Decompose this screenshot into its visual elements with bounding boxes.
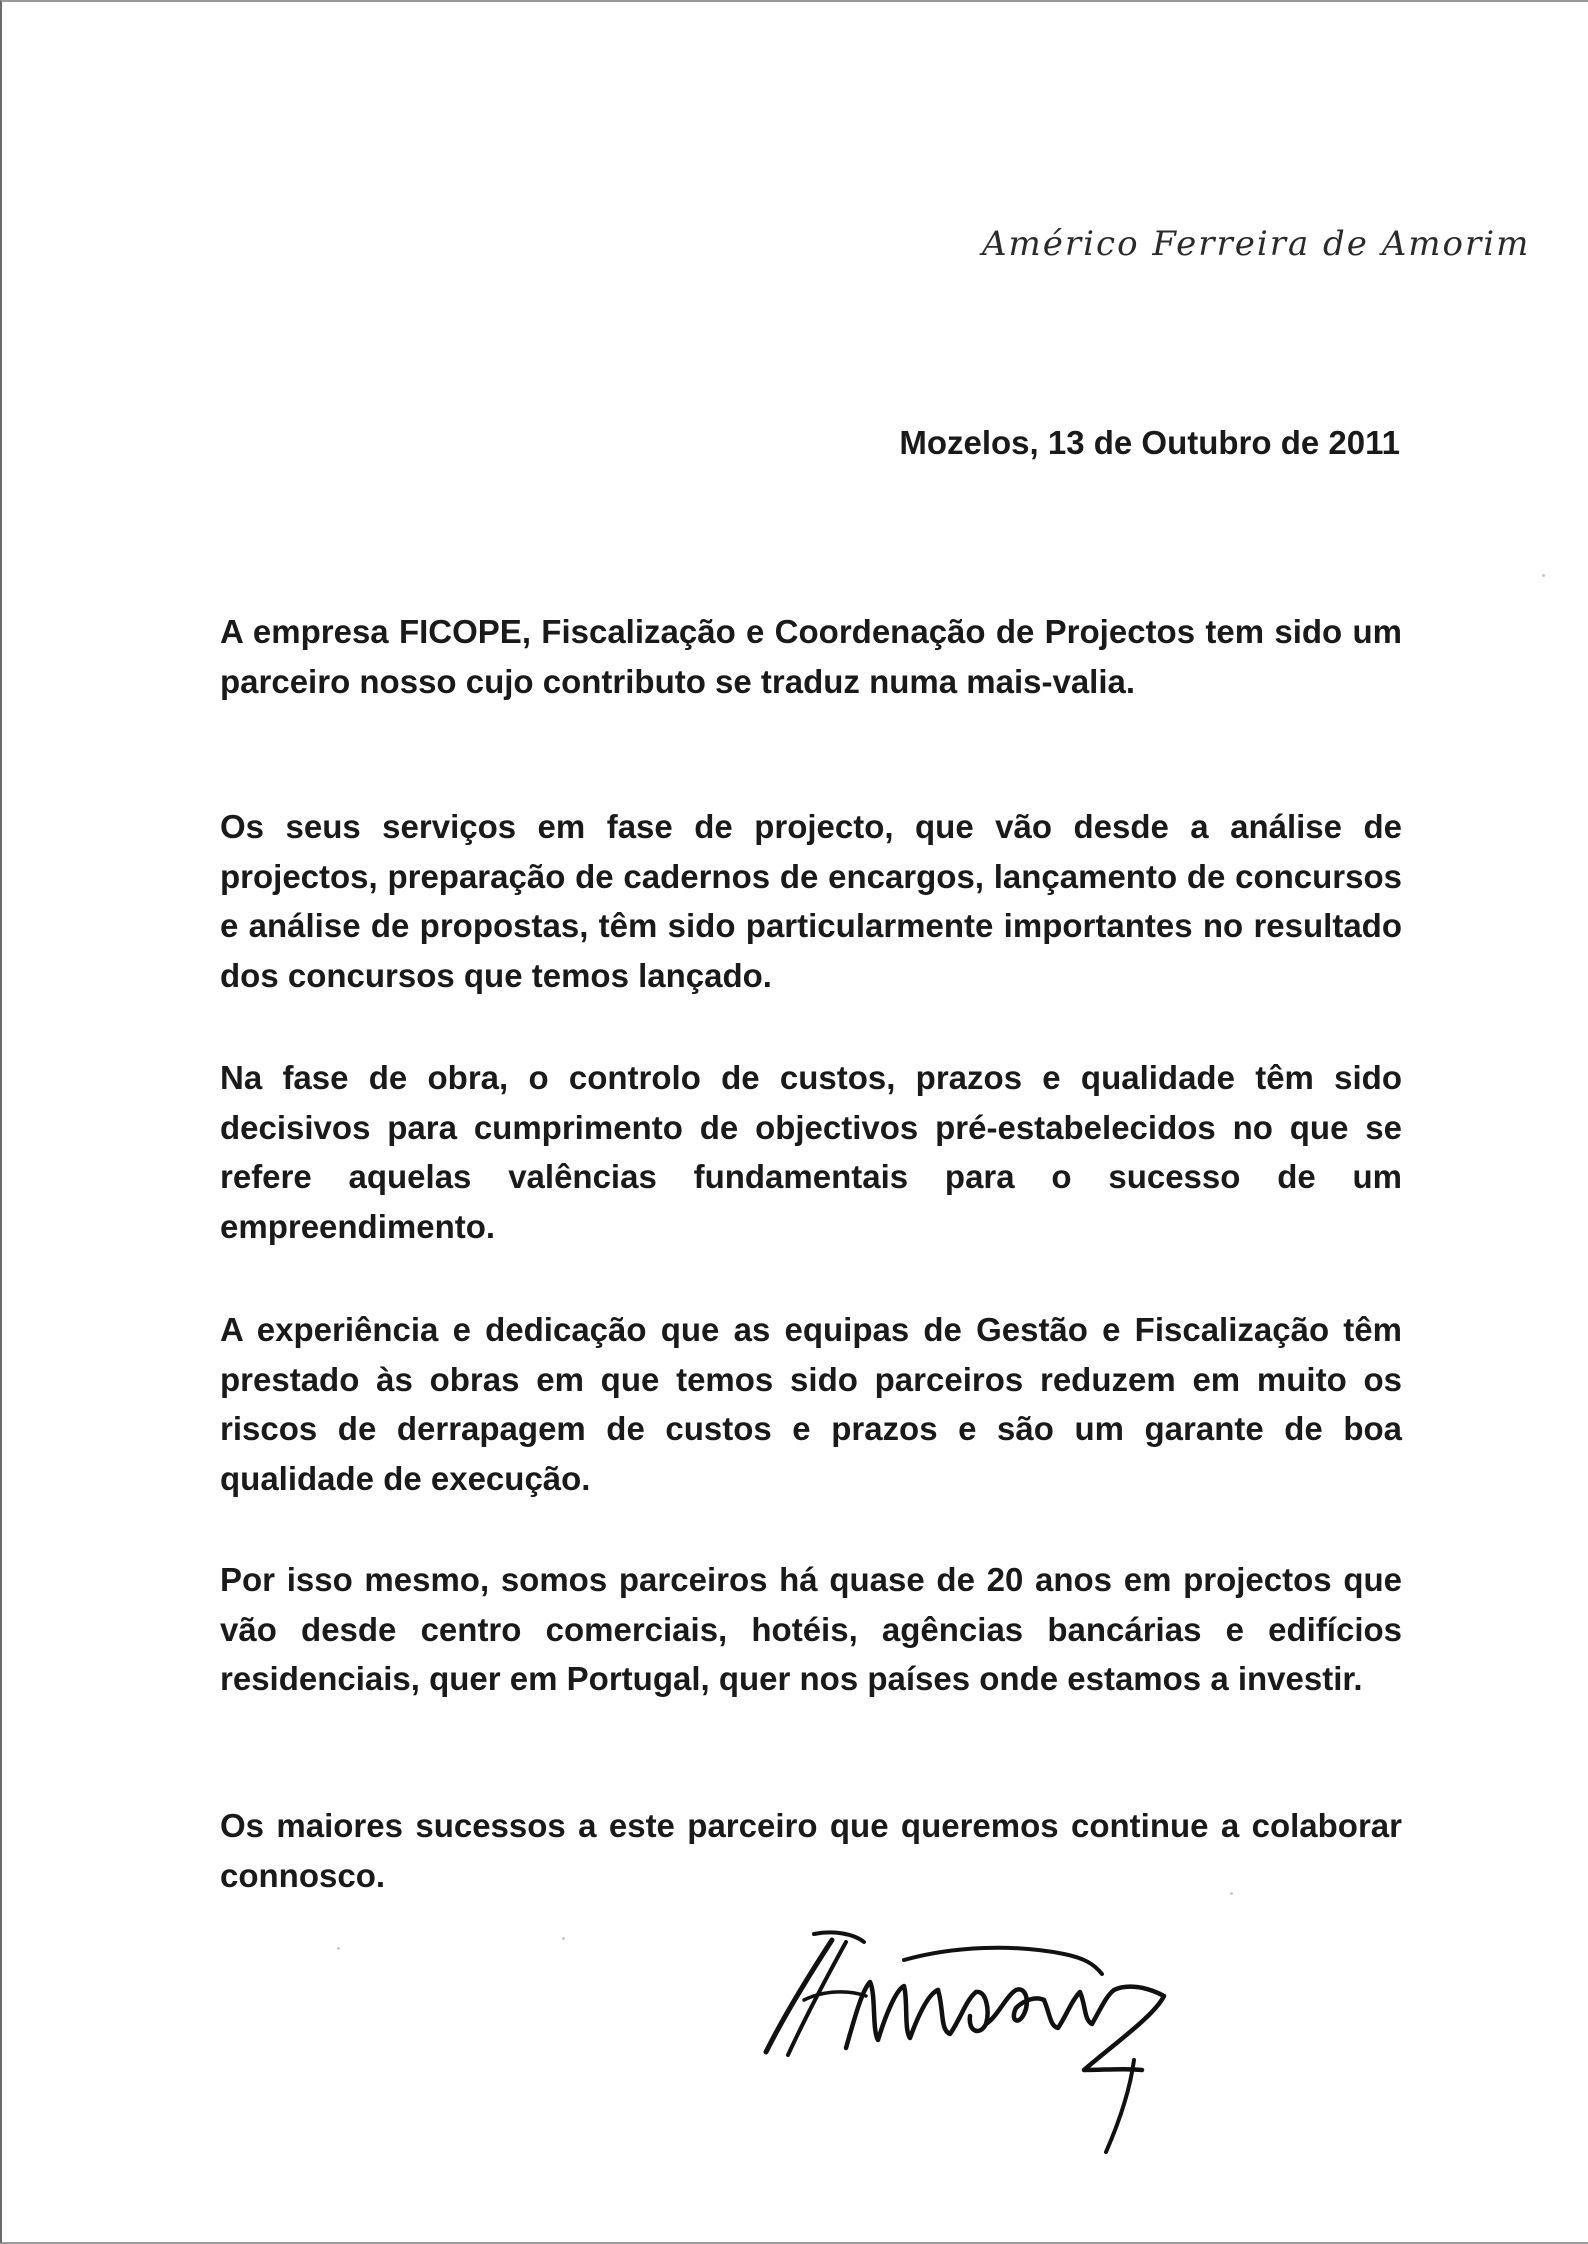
scan-speck	[337, 1947, 340, 1950]
paragraph: Os maiores sucessos a este parceiro que queremos continue a colaborar connosco.	[220, 1807, 1402, 1894]
scan-speck	[1230, 1892, 1233, 1895]
paragraph: Na fase de obra, o controlo de custos, prazos e qualidade têm sido decisivos para cumprimento de objectivos pré-estabelecidos no que se refere aquelas valências fundamentais para o sucesso de um empreendimento.	[220, 1059, 1402, 1245]
scan-speck	[1542, 574, 1545, 577]
place-date: Mozelos, 13 de Outubro de 2011	[899, 424, 1400, 461]
paragraph: A empresa FICOPE, Fiscalização e Coordenação de Projectos tem sido um parceiro nosso cujo contributo se traduz numa mais-valia.	[220, 613, 1402, 700]
scan-speck	[562, 1937, 565, 1940]
paragraph: Os seus serviços em fase de projecto, que vão desde a análise de projectos, preparação de cadernos de encargos, lançamento de concursos e análise de propostas, têm sido particularmente importantes no resultado dos concursos que temos lançado.	[220, 808, 1402, 994]
paragraph: A experiência e dedicação que as equipas de Gestão e Fiscalização têm prestado às obras em que temos sido parceiros reduzem em muito os riscos de derrapagem de custos e prazos e são um garante de boa qualidade de execução.	[220, 1311, 1402, 1497]
signature-icon	[754, 1920, 1224, 2160]
letterhead-name: Américo Ferreira de Amorim	[982, 224, 1531, 264]
paragraph: Por isso mesmo, somos parceiros há quase de 20 anos em projectos que vão desde centro comerciais, hotéis, agências bancárias e edifícios residenciais, quer em Portugal, quer nos países onde estamos a investir.	[220, 1561, 1402, 1697]
